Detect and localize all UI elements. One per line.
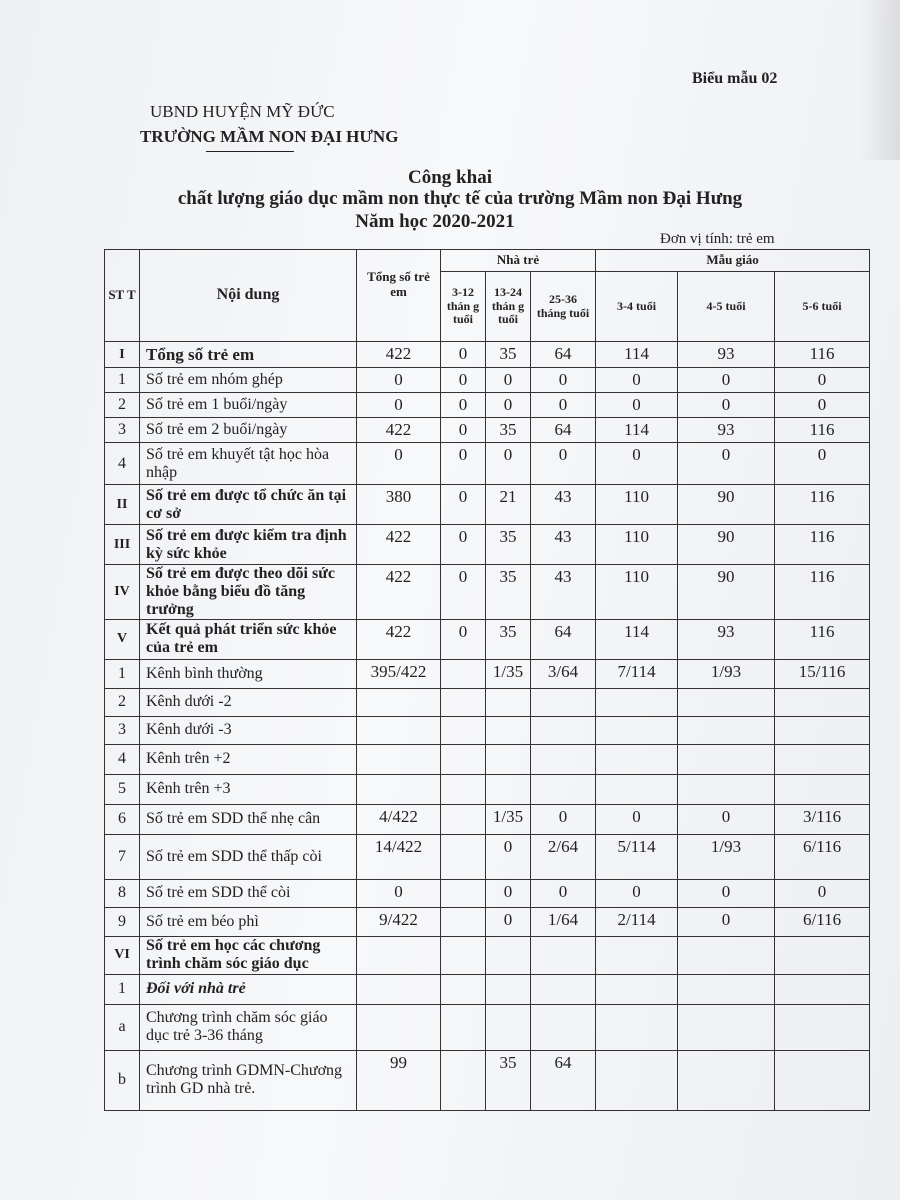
cell-total [357, 774, 441, 804]
row-content: Số trẻ em nhóm ghép [140, 368, 357, 393]
cell-3-12 [441, 936, 486, 974]
cell-25-36: 0 [531, 368, 596, 393]
cell-5-6: 6/116 [775, 834, 870, 879]
cell-5-6: 3/116 [775, 804, 870, 834]
cell-total [357, 1004, 441, 1050]
row-stt: VI [105, 936, 140, 974]
cell-3-4 [596, 936, 678, 974]
row-content: Số trẻ em học các chương trình chăm sóc giáo dục [140, 936, 357, 974]
cell-4-5: 0 [678, 907, 775, 936]
cell-5-6 [775, 744, 870, 774]
cell-total [357, 744, 441, 774]
table-row [105, 485, 870, 525]
cell-3-4: 110 [596, 485, 678, 525]
cell-25-36: 0 [531, 393, 596, 418]
cell-5-6: 116 [775, 418, 870, 443]
cell-total: 380 [357, 485, 441, 525]
cell-3-12 [441, 1004, 486, 1050]
row-content: Số trẻ em SDD thể thấp còi [140, 834, 357, 879]
cell-total: 14/422 [357, 834, 441, 879]
table-row [105, 879, 870, 907]
cell-5-6: 6/116 [775, 907, 870, 936]
cell-25-36: 43 [531, 525, 596, 565]
cell-3-12 [441, 774, 486, 804]
table-row [105, 1050, 870, 1110]
cell-13-24: 1/35 [486, 804, 531, 834]
row-stt: 8 [105, 879, 140, 907]
cell-3-4 [596, 774, 678, 804]
table-row [105, 619, 870, 659]
header-age-4-5: 4-5 tuổi [678, 272, 775, 342]
cell-13-24: 0 [486, 834, 531, 879]
row-stt: 1 [105, 368, 140, 393]
cell-13-24: 0 [486, 393, 531, 418]
table-row [105, 974, 870, 1004]
cell-total [357, 688, 441, 716]
cell-3-12 [441, 804, 486, 834]
cell-5-6 [775, 974, 870, 1004]
cell-3-12 [441, 907, 486, 936]
cell-4-5: 1/93 [678, 659, 775, 688]
cell-25-36: 64 [531, 1050, 596, 1110]
cell-3-4: 0 [596, 393, 678, 418]
cell-3-4 [596, 974, 678, 1004]
cell-4-5: 90 [678, 565, 775, 620]
row-content: Kênh dưới -3 [140, 716, 357, 744]
cell-4-5 [678, 1050, 775, 1110]
cell-3-4: 5/114 [596, 834, 678, 879]
cell-25-36: 0 [531, 879, 596, 907]
cell-3-4: 114 [596, 342, 678, 368]
row-content: Số trẻ em SDD thể nhẹ cân [140, 804, 357, 834]
cell-total: 0 [357, 879, 441, 907]
table-row [105, 936, 870, 974]
cell-5-6: 116 [775, 342, 870, 368]
cell-5-6: 116 [775, 565, 870, 620]
cell-3-12: 0 [441, 393, 486, 418]
paper-shadow [860, 0, 900, 160]
cell-3-12 [441, 879, 486, 907]
header-age-13-24: 13-24 thán g tuổi [486, 272, 531, 342]
cell-5-6: 15/116 [775, 659, 870, 688]
cell-3-4: 0 [596, 804, 678, 834]
cell-13-24: 1/35 [486, 659, 531, 688]
cell-5-6: 116 [775, 619, 870, 659]
cell-13-24 [486, 974, 531, 1004]
row-stt: I [105, 342, 140, 368]
cell-4-5 [678, 774, 775, 804]
row-stt: b [105, 1050, 140, 1110]
header-mau-giao: Mẫu giáo [596, 250, 870, 272]
table-row [105, 804, 870, 834]
cell-25-36: 64 [531, 619, 596, 659]
cell-25-36: 0 [531, 804, 596, 834]
cell-4-5: 1/93 [678, 834, 775, 879]
cell-25-36 [531, 744, 596, 774]
cell-4-5 [678, 974, 775, 1004]
row-stt: 6 [105, 804, 140, 834]
row-content: Số trẻ em béo phì [140, 907, 357, 936]
cell-13-24: 0 [486, 907, 531, 936]
cell-total: 422 [357, 342, 441, 368]
cell-4-5: 90 [678, 525, 775, 565]
row-content: Kênh bình thường [140, 659, 357, 688]
cell-25-36 [531, 688, 596, 716]
cell-25-36: 1/64 [531, 907, 596, 936]
cell-4-5: 93 [678, 342, 775, 368]
header-content: Nội dung [140, 250, 357, 342]
cell-13-24 [486, 936, 531, 974]
cell-13-24: 35 [486, 565, 531, 620]
cell-3-4 [596, 744, 678, 774]
cell-3-4 [596, 1004, 678, 1050]
cell-4-5 [678, 688, 775, 716]
unit-label: Đơn vị tính: trẻ em [660, 231, 775, 247]
cell-5-6: 0 [775, 368, 870, 393]
cell-4-5 [678, 716, 775, 744]
cell-total: 422 [357, 565, 441, 620]
table-row [105, 443, 870, 485]
cell-25-36 [531, 716, 596, 744]
cell-3-4: 114 [596, 619, 678, 659]
table-row [105, 744, 870, 774]
table-row [105, 1004, 870, 1050]
cell-3-12: 0 [441, 565, 486, 620]
cell-total: 395/422 [357, 659, 441, 688]
cell-13-24 [486, 716, 531, 744]
row-content: Số trẻ em được kiểm tra định kỳ sức khỏe [140, 525, 357, 565]
cell-4-5: 0 [678, 443, 775, 485]
table-row [105, 342, 870, 368]
document-subtitle: chất lượng giáo dục mầm non thực tế của trường Mầm non Đại Hưng [177, 188, 743, 209]
cell-5-6 [775, 688, 870, 716]
cell-13-24 [486, 774, 531, 804]
table-row [105, 393, 870, 418]
row-content: Số trẻ em 1 buổi/ngày [140, 393, 357, 418]
cell-13-24: 35 [486, 418, 531, 443]
cell-3-12: 0 [441, 619, 486, 659]
document-title: Công khai [408, 167, 492, 188]
row-content: Kênh dưới -2 [140, 688, 357, 716]
row-stt: 2 [105, 688, 140, 716]
cell-3-4 [596, 1050, 678, 1110]
cell-25-36: 64 [531, 418, 596, 443]
cell-5-6: 0 [775, 443, 870, 485]
cell-5-6 [775, 716, 870, 744]
cell-4-5: 0 [678, 393, 775, 418]
row-content: Số trẻ em được theo dõi sức khỏe bằng biểu đồ tăng trưởng [140, 565, 357, 620]
row-content: Số trẻ em khuyết tật học hòa nhập [140, 443, 357, 485]
table-row [105, 525, 870, 565]
row-content: Chương trình GDMN-Chương trình GD nhà trẻ. [140, 1050, 357, 1110]
cell-3-4: 114 [596, 418, 678, 443]
cell-5-6 [775, 1004, 870, 1050]
cell-4-5: 93 [678, 418, 775, 443]
organization-underline [206, 151, 294, 152]
row-content: Tổng số trẻ em [140, 342, 357, 368]
cell-5-6 [775, 936, 870, 974]
cell-13-24: 35 [486, 525, 531, 565]
cell-total: 0 [357, 393, 441, 418]
row-stt: II [105, 485, 140, 525]
cell-total: 422 [357, 525, 441, 565]
row-stt: III [105, 525, 140, 565]
cell-25-36 [531, 936, 596, 974]
school-year: Năm học 2020-2021 [355, 211, 515, 232]
header-age-3-12: 3-12 thán g tuổi [441, 272, 486, 342]
quality-table [104, 249, 870, 1111]
cell-3-4: 0 [596, 879, 678, 907]
cell-total: 99 [357, 1050, 441, 1110]
cell-13-24: 21 [486, 485, 531, 525]
organization-line-2: TRƯỜNG MẦM NON ĐẠI HƯNG [140, 127, 399, 146]
cell-3-4: 2/114 [596, 907, 678, 936]
cell-4-5: 0 [678, 368, 775, 393]
cell-5-6: 116 [775, 485, 870, 525]
cell-25-36: 43 [531, 485, 596, 525]
cell-3-4: 110 [596, 525, 678, 565]
cell-3-4: 0 [596, 443, 678, 485]
cell-13-24: 0 [486, 368, 531, 393]
table-row [105, 688, 870, 716]
cell-3-12 [441, 716, 486, 744]
cell-3-12 [441, 688, 486, 716]
cell-13-24: 35 [486, 1050, 531, 1110]
table-row [105, 659, 870, 688]
row-content: Số trẻ em được tổ chức ăn tại cơ sở [140, 485, 357, 525]
cell-4-5 [678, 936, 775, 974]
row-stt: 3 [105, 418, 140, 443]
row-content: Số trẻ em 2 buổi/ngày [140, 418, 357, 443]
cell-5-6: 0 [775, 879, 870, 907]
cell-25-36: 43 [531, 565, 596, 620]
organization-line-1: UBND HUYỆN MỸ ĐỨC [150, 102, 335, 121]
row-content: Chương trình chăm sóc giáo dục trẻ 3-36 tháng [140, 1004, 357, 1050]
header-age-3-4: 3-4 tuổi [596, 272, 678, 342]
cell-3-12: 0 [441, 525, 486, 565]
row-stt: 4 [105, 443, 140, 485]
cell-13-24: 35 [486, 342, 531, 368]
cell-4-5: 0 [678, 804, 775, 834]
table-row [105, 716, 870, 744]
table-row [105, 368, 870, 393]
header-stt: ST T [105, 250, 140, 342]
cell-25-36 [531, 1004, 596, 1050]
table-row [105, 834, 870, 879]
table-row [105, 418, 870, 443]
row-stt: 7 [105, 834, 140, 879]
cell-total [357, 716, 441, 744]
cell-3-4 [596, 688, 678, 716]
row-stt: 1 [105, 659, 140, 688]
cell-13-24: 35 [486, 619, 531, 659]
row-stt: 9 [105, 907, 140, 936]
cell-3-12 [441, 1050, 486, 1110]
cell-5-6 [775, 1050, 870, 1110]
cell-5-6 [775, 774, 870, 804]
cell-25-36: 64 [531, 342, 596, 368]
row-content: Kênh trên +3 [140, 774, 357, 804]
header-total: Tổng số trẻ em [357, 250, 441, 342]
cell-3-12 [441, 834, 486, 879]
cell-3-12: 0 [441, 443, 486, 485]
cell-13-24: 0 [486, 443, 531, 485]
cell-3-4: 0 [596, 368, 678, 393]
cell-total: 4/422 [357, 804, 441, 834]
row-stt: a [105, 1004, 140, 1050]
cell-3-12: 0 [441, 418, 486, 443]
cell-4-5: 93 [678, 619, 775, 659]
cell-3-4: 7/114 [596, 659, 678, 688]
row-stt: V [105, 619, 140, 659]
row-stt: 1 [105, 974, 140, 1004]
cell-total: 422 [357, 418, 441, 443]
cell-3-12: 0 [441, 368, 486, 393]
header-age-25-36: 25-36 tháng tuổi [531, 272, 596, 342]
cell-5-6: 0 [775, 393, 870, 418]
table-row [105, 565, 870, 620]
cell-25-36: 2/64 [531, 834, 596, 879]
table-row [105, 774, 870, 804]
cell-3-4: 110 [596, 565, 678, 620]
table-row [105, 907, 870, 936]
cell-total: 0 [357, 368, 441, 393]
cell-4-5: 90 [678, 485, 775, 525]
cell-13-24 [486, 1004, 531, 1050]
row-content: Đối với nhà trẻ [140, 974, 357, 1004]
cell-13-24 [486, 744, 531, 774]
cell-3-12 [441, 744, 486, 774]
header-nha-tre: Nhà trẻ [441, 250, 596, 272]
form-number: Biểu mẫu 02 [692, 70, 778, 87]
cell-4-5 [678, 744, 775, 774]
row-stt: 5 [105, 774, 140, 804]
cell-25-36 [531, 974, 596, 1004]
cell-3-12: 0 [441, 342, 486, 368]
header-age-5-6: 5-6 tuổi [775, 272, 870, 342]
row-stt: IV [105, 565, 140, 620]
cell-total [357, 974, 441, 1004]
cell-13-24 [486, 688, 531, 716]
cell-total: 9/422 [357, 907, 441, 936]
row-stt: 4 [105, 744, 140, 774]
row-content: Kết quả phát triển sức khỏe của trẻ em [140, 619, 357, 659]
cell-3-12: 0 [441, 485, 486, 525]
cell-13-24: 0 [486, 879, 531, 907]
cell-25-36: 3/64 [531, 659, 596, 688]
cell-5-6: 116 [775, 525, 870, 565]
row-content: Kênh trên +2 [140, 744, 357, 774]
row-stt: 3 [105, 716, 140, 744]
cell-4-5: 0 [678, 879, 775, 907]
cell-total: 422 [357, 619, 441, 659]
row-stt: 2 [105, 393, 140, 418]
cell-total [357, 936, 441, 974]
cell-3-12 [441, 659, 486, 688]
cell-25-36 [531, 774, 596, 804]
cell-3-4 [596, 716, 678, 744]
cell-25-36: 0 [531, 443, 596, 485]
cell-3-12 [441, 974, 486, 1004]
cell-total: 0 [357, 443, 441, 485]
cell-4-5 [678, 1004, 775, 1050]
row-content: Số trẻ em SDD thể còi [140, 879, 357, 907]
